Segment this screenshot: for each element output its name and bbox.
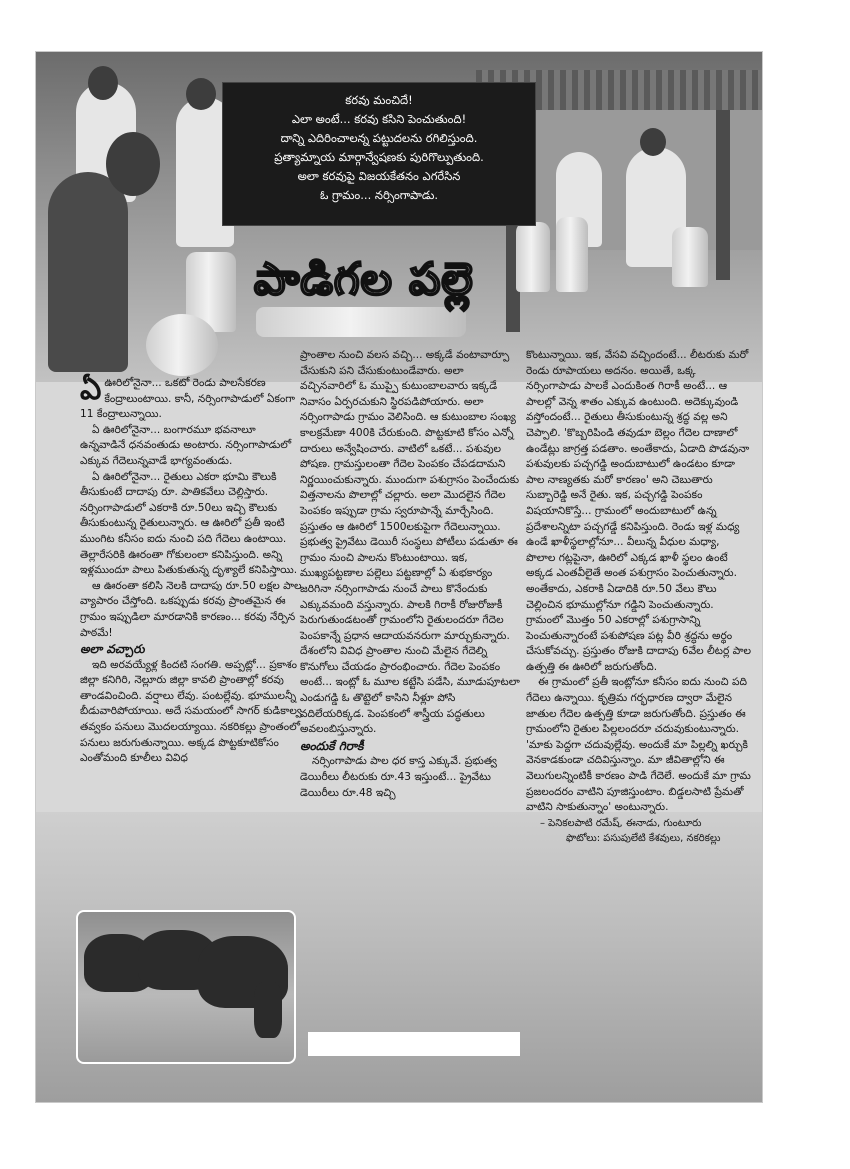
milk-can bbox=[556, 217, 588, 292]
column-1 bbox=[80, 372, 304, 767]
milk-can bbox=[672, 227, 708, 287]
paragraph bbox=[80, 372, 304, 423]
intro-line: అలా కరవుపై విజయకేతనం ఎగరేసిన bbox=[297, 169, 461, 183]
drop-cap: ఏ bbox=[80, 372, 102, 407]
buffalo-photo bbox=[76, 910, 296, 1064]
intro-line: ఎలా అంటే... కరవు కసిని పెంచుతుంది! bbox=[291, 112, 467, 126]
woman-head bbox=[106, 132, 160, 196]
paragraph-text: ఊరిలోనైనా... ఒకటో రెండు పాలసేకరణ కేంద్రాలుంటాయి. కానీ, నర్సింగాపాడులో ఏకంగా 11 కేంద్రాలున్నాయి. bbox=[80, 377, 296, 421]
buffalo-head bbox=[254, 982, 282, 1038]
intro-line: ఓ గ్రామం... నర్సింగాపాడు. bbox=[319, 188, 439, 202]
person-head bbox=[640, 128, 666, 156]
person-head bbox=[186, 78, 216, 110]
shed-pillar bbox=[716, 110, 730, 280]
intro-line: కరవు మంచిదే! bbox=[345, 93, 413, 107]
subheading: అందుకే గిరాకీ bbox=[300, 738, 364, 753]
intro-box bbox=[222, 82, 536, 226]
intro-line: దాన్ని ఎదిరించాలన్న పట్టుదలను రగిలిస్తుంది. bbox=[280, 131, 478, 145]
intro-line: ప్రత్యామ్నాయ మార్గాన్వేషణకు పురిగొల్పుతుంది. bbox=[274, 150, 484, 164]
redaction-box bbox=[308, 1032, 520, 1056]
photo-credit: ఫొటోలు: పసుపులేటి కేశవులు, నకరికల్లు bbox=[566, 833, 721, 845]
paragraph: ఏ ఊరిలోనైనా... బంగారమూ భవనాలూ ఉన్నవాడినే ధనవంతుడు అంటారు. నర్సింగాపాడులో ఎక్కువ గేదెలున్నవాడే భాగ్యవంతుడు. bbox=[80, 423, 292, 467]
paragraph: ఇది అరవయ్యేళ్ల కిందటి సంగతి. అప్పట్లో... ప్రకాశం జిల్లా కనిగిరి, నెల్లూరు జిల్లా కావలి ప్రాంతాల్లో కరవు తాండవించింది. వర్షాలు లేవు. పంటల్లేవు. భూములన్నీ బీడువారిపోయాయి. అదే సమయంలో సాగర్ కుడికాల్వ తవ్వకం పనులు మొదలయ్యాయి. నకరికల్లు ప్రాంతంలో పనులు జరుగుతున్నాయి. అక్కడ పొట్టకూటికోసం ఎంతోమంది కూలీలు వివిధ bbox=[80, 658, 302, 765]
paragraph: ప్రాంతాల నుంచి వలస వచ్చి... అక్కడే వంటావార్పూ చేసుకుని పని చేసుకుంటుండేవారు. అలా వచ్చినవారిలో ఓ ముప్పై కుటుంబాలవారు ఇక్కడే నివాసం ఏర్పరచుకుని స్థిరపడిపోయారు. అలా నర్సింగాపాడు గ్రామం వెలిసింది. ఆ కుటుంబాల సంఖ్య కాలక్రమేణా 400కి చేరుకుంది. పొట్టకూటి కోసం ఎన్నో దారులు అన్వేషించారు. వాటిలో ఒకటే... పశువుల పోషణ. గ్రామస్తులంతా గేదెల పెంపకం చేపడదామని నిర్ణయించుకున్నారు. ముందుగా పశుగ్రాసం పెంచేందుకు విత్తనాలను పొలాల్లో చల్లారు. అలా మొదలైన గేదెల పెంపకం ఇప్పుడా గ్రామ స్వరూపాన్నే మార్చేసింది. ప్రస్తుతం ఆ ఊరిలో 1500లకుపైగా గేదెలున్నాయి. ప్రభుత్వ ప్రైవేటు డెయిరీ సంస్థలు పోటీలు పడుతూ ఈ గ్రామం నుంచి పాలను కొంటుంటాయి. ఇక, ముఖ్యపట్టణాల పల్లెలు పట్టణాల్లో ఏ శుభకార్యం జరిగినా నర్సింగాపాడు నుంచే పాలు కొనేందుకు ఎక్కువమంది వస్తున్నారు. పాలకి గిరాకీ రోజురోజుకీ పెరుగుతుండటంతో గ్రామంలోని రైతులందరూ గేదెల పెంపకాన్నే ప్రధాన ఆదాయవనరుగా మార్చుకున్నారు. దేశంలోని వివిధ ప్రాంతాల నుంచి మేలైన గేదెల్ని కొనుగోలు చేయడం ప్రారంభించారు. గేదెల పెంపకం అంటే... ఇంట్లో ఓ మూల కట్టేసి పడేసి, మూడుపూటలా ఎండుగడ్డి ఓ తొట్టెలో కాసిని నీళ్లూ పోసి వదిలేయరిక్కడ. పెంపకంలో శాస్త్రీయ పద్ధతులు అవలంబిస్తున్నారు. bbox=[300, 349, 520, 736]
person-head bbox=[88, 66, 118, 100]
author-credit: – పెనికలపాటి రమేష్, ఈనాడు, గుంటూరు bbox=[540, 817, 702, 829]
magazine-page bbox=[36, 52, 762, 1102]
paragraph: ఏ ఊరిలోనైనా... రైతులు ఎకరా భూమి కౌలుకి తీసుకుంటే దాదాపు రూ. పాతికవేలు చెల్లిస్తారు. నర్సింగాపాడులో ఎకరాకి రూ.50లు ఇచ్చి కౌలుకు తీసుకుంటున్న రైతులున్నారు. ఆ ఊరిలో ప్రతీ ఇంటి ముంగిట కనీసం ఐదు నుంచి పది గేదెలు ఉంటాయి. తెల్లారేసరికి ఊరంతా గోకులంలా కనిపిస్తుంది. అన్ని ఇళ్లముందూ పాలు పితుకుతున్న దృశ్యాలే కనిపిస్తాయి. bbox=[80, 470, 298, 577]
subheading: అలా వచ్చారు bbox=[80, 642, 145, 657]
milk-vessel bbox=[146, 314, 218, 376]
paragraph: ఆ ఊరంతా కలిసి నెలకి దాదాపు రూ.50 లక్షల పాల వ్యాపారం చేస్తోంది. ఒకప్పుడు కరవు ప్రాంతమైన ఈ గ్రామం ఇప్పుడిలా మారడానికి కారణం... కరవు నేర్పిన పాఠమే! bbox=[80, 579, 302, 639]
article-headline: పాడిగల పల్లె bbox=[254, 254, 474, 305]
paragraph: నర్సింగాపాడు పాల ధర కాస్త ఎక్కువే. ప్రభుత్వ డెయిరీలు లీటరుకు రూ.43 ఇస్తుంటే... ప్రైవేటు డెయిరీలు రూ.48 ఇచ్చి bbox=[300, 755, 497, 799]
milk-can bbox=[516, 222, 550, 292]
paragraph: కొంటున్నాయి. ఇక, వేసవి వచ్చిందంటే... లీటరుకు మరో రెండు రూపాయలు అదనం. అయితే, ఒక్క నర్సింగాపాడు పాలకే ఎందుకింత గిరాకీ అంటే... ఆ పాలల్లో వెన్న శాతం ఎక్కువ ఉంటుంది. అదెక్కువుండి వస్తోందంటే... రైతులు తీసుకుంటున్న శ్రద్ధ వల్ల అని చెప్పాలి. 'కొబ్బరిపిండి తవుడూ బెల్లం గేదెల దాణాలో ఉండేట్లు జాగ్రత్త పడతాం. అంతేకాదు, ఏడాది పొడవునా పశువులకు పచ్చగడ్డి అందుబాటులో ఉండటం కూడా పాల నాణ్యతకు మరో కారణం' అని చెబుతారు సుబ్బారెడ్డి అనే రైతు. ఇక, పచ్చగడ్డి పెంపకం విషయానికొస్తే... గ్రామంలో అందుబాటులో ఉన్న ప్రదేశాలన్నిటా పచ్చగడ్డే కనిపిస్తుంది. రెండు ఇళ్ల మధ్య ఉండే ఖాళీస్థలాల్లోనూ... వీలున్న వీధుల మధ్యా, పొలాల గట్లపైనా, ఊరిలో ఎక్కడ ఖాళీ స్థలం ఉంటే అక్కడ ఎంతవీలైతే అంత పశుగ్రాసం పెంచుతున్నారు. అంతేకాదు, ఎకరాకి ఏడాదికి రూ.50 వేలు కౌలు చెల్లించిన భూముల్లోనూ గడ్డిని పెంచుతున్నారు. గ్రామంలో మొత్తం 50 ఎకరాల్లో పశుగ్రాసాన్ని పెంచుతున్నారంటే పశుపోషణ పట్ల వీరి శ్రద్ధను అర్థం చేసుకోవచ్చు. ప్రస్తుతం రోజుకి దాదాపు 6వేల లీటర్ల పాల ఉత్పత్తి ఈ ఊరిలో జరుగుతోంది. bbox=[526, 349, 752, 673]
column-2 bbox=[300, 348, 522, 801]
paragraph: ఈ గ్రామంలో ప్రతీ ఇంట్లోనూ కనీసం ఐదు నుంచి పది గేదెలు ఉన్నాయి. కృత్రిమ గర్భధారణ ద్వారా మేలైన జాతుల గేదెల ఉత్పత్తి కూడా జరుగుతోంది. ప్రస్తుతం ఈ గ్రామంలోని రైతుల పిల్లలందరూ చదువుకుంటున్నారు. 'మాకు పెద్దగా చదువుల్లేవు. అందుకే మా పిల్లల్ని ఖర్చుకి వెనకాడకుండా చదివిస్తున్నాం. మా జీవితాల్లోని ఈ వెలుగులన్నింటికీ కారణం పాడి గేదెలే. అందుకే మా గ్రామ ప్రజలందరం వాటిని పూజిస్తుంటాం. బిడ్డలసాటి ప్రేమతో వాటిని సాకుతున్నాం' అంటున్నారు. bbox=[526, 676, 751, 814]
woman-figure bbox=[48, 172, 128, 372]
column-3 bbox=[526, 348, 752, 847]
